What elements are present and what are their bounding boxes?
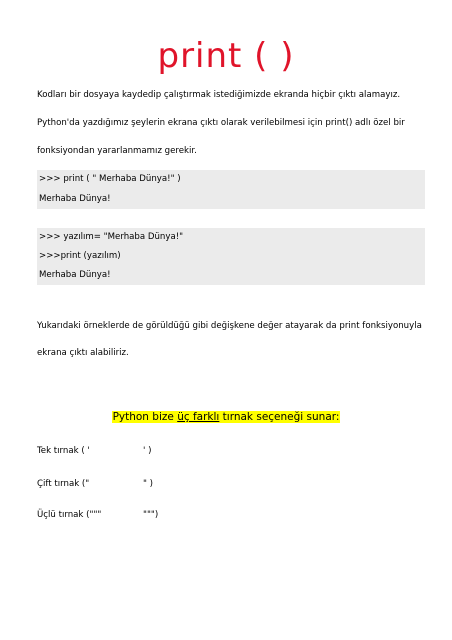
quote-label: Üçlü tırnak ("""	[37, 510, 102, 520]
code-block-1	[37, 170, 425, 209]
code-line: >>> yazılım= "Merhaba Dünya!"	[39, 232, 184, 242]
highlight-before: Python bize	[112, 411, 178, 423]
quote-row-triple	[37, 508, 337, 522]
quote-symbol: " )	[143, 479, 154, 489]
code-block-2	[37, 228, 425, 285]
quote-row-double	[37, 477, 337, 491]
explanation-line-1: Yukarıdaki örneklerde de görüldüğü gibi değişkene değer atayarak da print fonksiyonuyla	[37, 321, 422, 331]
code-line: Merhaba Dünya!	[39, 270, 111, 280]
quote-row-single	[37, 444, 337, 458]
intro-line-3: fonksiyondan yararlanmamız gerekir.	[37, 146, 197, 156]
quote-symbol: ' )	[143, 446, 152, 456]
explanation-line-2: ekrana çıktı alabiliriz.	[37, 348, 129, 358]
code-line: >>> print ( " Merhaba Dünya!" )	[39, 174, 181, 184]
code-line: >>>print (yazılım)	[39, 251, 121, 261]
code-line: Merhaba Dünya!	[39, 194, 111, 204]
quote-label: Tek tırnak ( '	[37, 446, 90, 456]
highlighted-text	[112, 411, 341, 423]
quote-symbol: """)	[143, 510, 159, 520]
highlight-after: tırnak seçeneği sunar:	[219, 411, 340, 423]
intro-line-1: Kodları bir dosyaya kaydedip çalıştırmak istediğimizde ekranda hiçbir çıktı alamayız.	[37, 90, 401, 100]
intro-line-2: Python'da yazdığımız şeylerin ekrana çıktı olarak verilebilmesi için print() adlı özel bir	[37, 118, 405, 128]
highlight-sentence	[0, 405, 452, 424]
page-title: print ( )	[157, 36, 295, 76]
quote-label: Çift tırnak ("	[37, 479, 90, 489]
highlight-underlined: üç farklı	[177, 411, 220, 423]
